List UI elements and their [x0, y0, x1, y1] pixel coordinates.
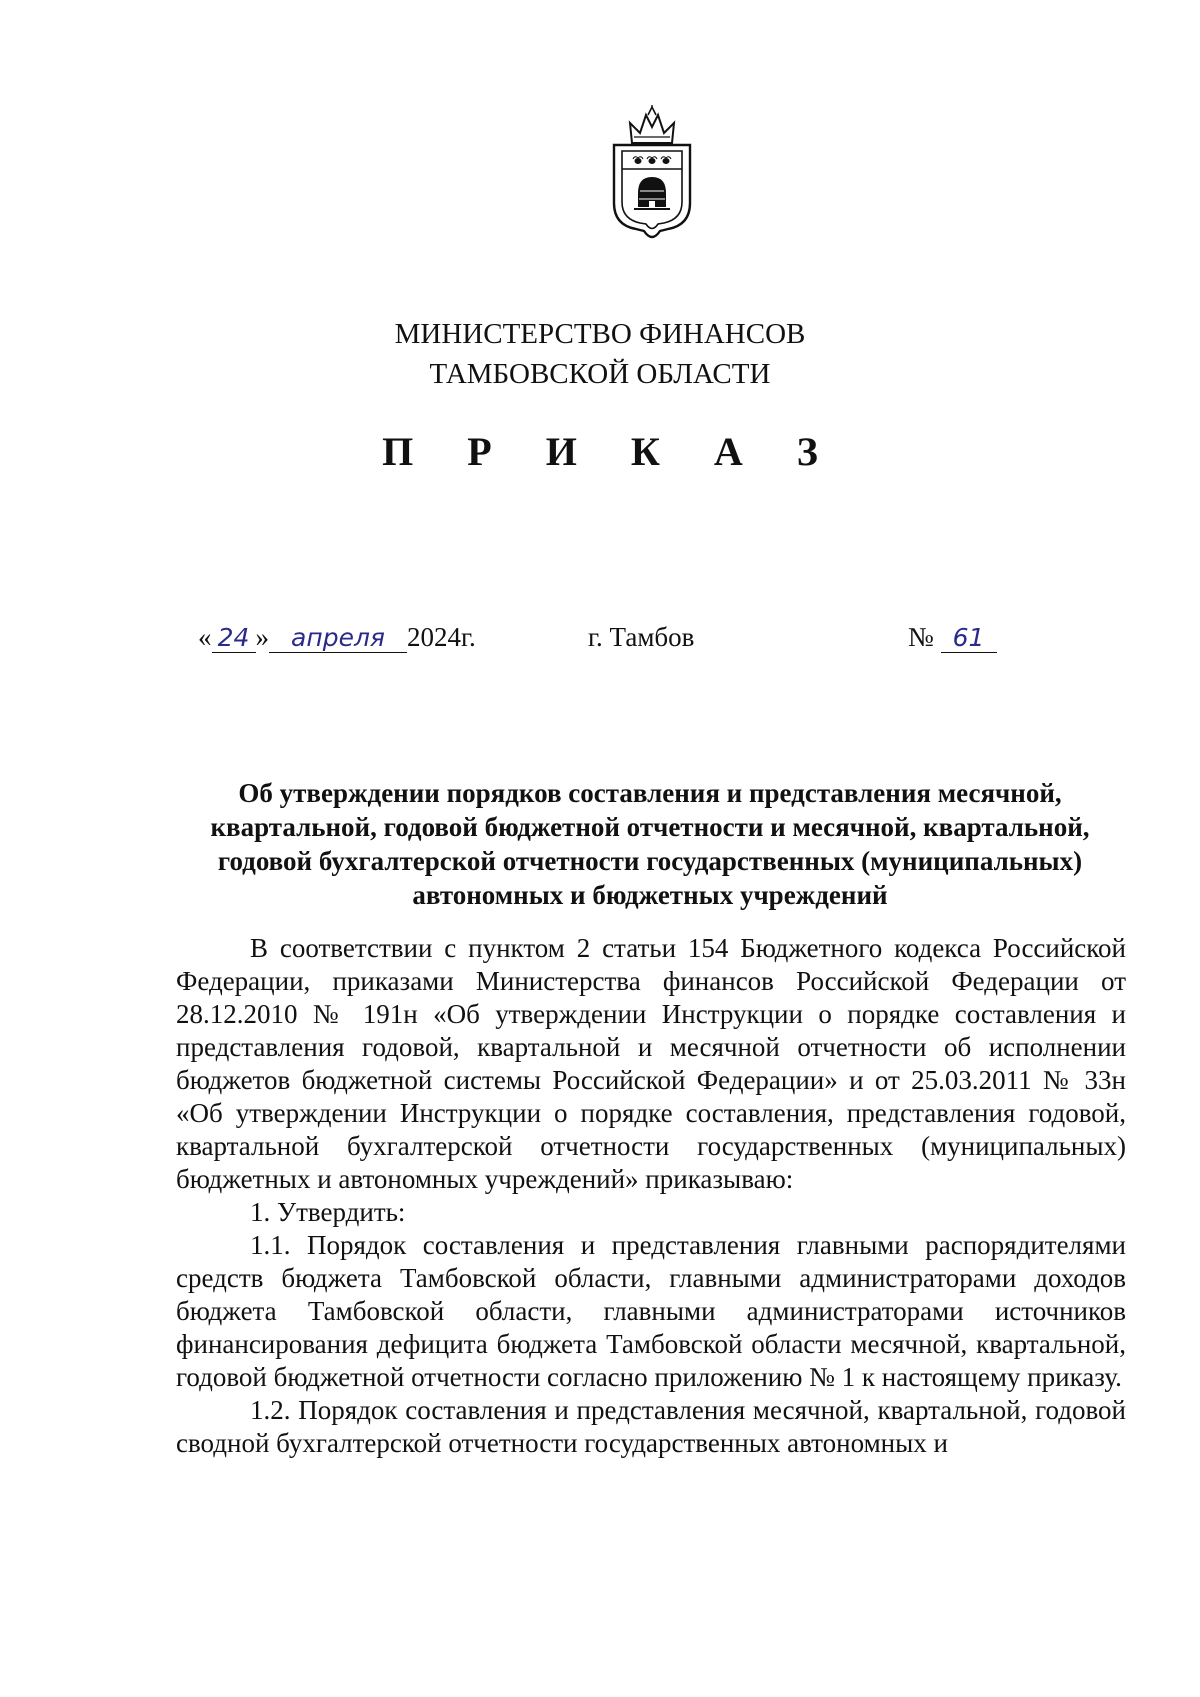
coat-of-arms-icon — [602, 105, 702, 245]
document-date — [198, 622, 476, 653]
date-month-handwritten: апреля — [269, 624, 407, 653]
document-place: г. Тамбов — [588, 622, 695, 652]
date-quote-close: » — [255, 622, 269, 652]
body-paragraph: 1.2. Порядок составления и представления месячной, квартальной, годовой сводной бухгалтерской отчетности государственных автономных и — [176, 1395, 1126, 1458]
document-meta-row — [0, 622, 1200, 662]
number-label: № — [908, 622, 934, 652]
document-body — [176, 932, 1126, 1460]
document-subject: Об утверждении порядков составления и представления месячной, квартальной, годовой бюджетной отчетности и месячной, квартальной, годовой бухгалтерской отчетности государственных (муниципальных) автономных и бюджетных учреждений — [210, 778, 1090, 910]
document-number — [908, 622, 997, 653]
date-day-handwritten: 24 — [212, 624, 256, 653]
organization-name-line-2: ТАМБОВСКОЙ ОБЛАСТИ — [429, 358, 771, 390]
date-year: 2024г. — [407, 622, 476, 652]
organization-name-line-1: МИНИСТЕРСТВО ФИНАНСОВ — [394, 318, 806, 350]
date-quote-open: « — [198, 622, 212, 652]
body-paragraph: В соответствии с пунктом 2 статьи 154 Бюджетного кодекса Российской Федерации, приказами Министерства финансов Российской Федерации от 28.12.2010 № 191н «Об утверждении Инструкции о порядке составления и представления годовой, квартальной и месячной отчетности об исполнении бюджетов бюджетной системы Российской Федерации» и от 25.03.2011 № 33н «Об утверждении Инструкции о порядке составления, представления годовой, квартальной бухгалтерской отчетности государственных (муниципальных) бюджетных и автономных учреждений» приказываю: — [176, 933, 1126, 1194]
body-paragraph: 1. Утвердить: — [250, 1197, 406, 1227]
body-paragraph: 1.1. Порядок составления и представления главными распорядителями средств бюджета Тамбовской области, главными администраторами доходов бюджета Тамбовской области, главными администраторами источников финансирования дефицита бюджета Тамбовской области месячной, квартальной, годовой бюджетной отчетности согласно приложению № 1 к настоящему приказу. — [176, 1230, 1126, 1392]
document-type-title: П Р И К А З — [382, 429, 840, 474]
number-handwritten: 61 — [941, 624, 997, 653]
